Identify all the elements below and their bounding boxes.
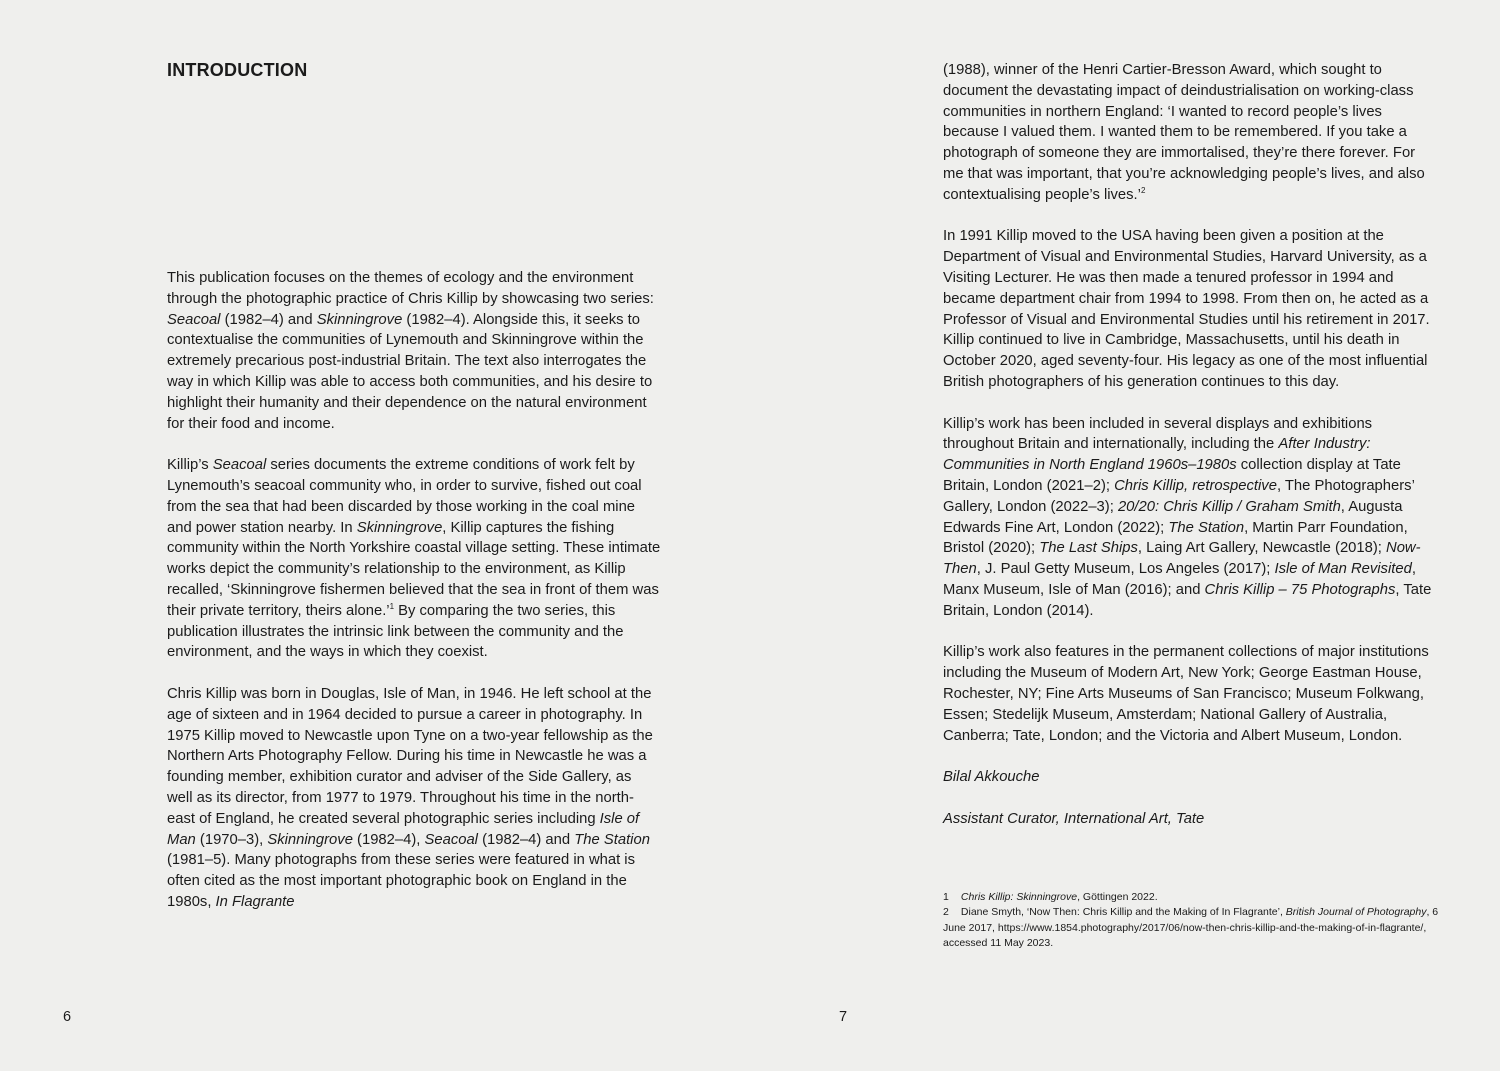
page-number: 7 (839, 1009, 848, 1025)
paragraph: Killip’s work also features in the permanent collections of major institutions including the Museum of Modern Art, New York; George Eastman House, Rochester, NY; Fine Arts Museums of San Francisco; Museum Folkwang, Essen; Stedelijk Museum, Amsterdam; National Gallery of Australia, Canberra; Tate, London; and the Victoria and Albert Museum, London. (943, 644, 1429, 744)
right-body-text (943, 60, 1439, 850)
footnote-ref: 1 (389, 601, 395, 611)
paragraph: Chris Killip was born in Douglas, Isle of Man, in 1946. He left school at the age of sixteen and in 1964 decided to pursue a career in photography. In 1975 Killip moved to Newcastle upon Tyne on a two-year fellowship as the Northern Arts Photography Fellow. During his time in Newcastle he was a founding member, exhibition curator and adviser of the Side Gallery, as well as its director, from 1977 to 1979. Throughout his time in the north-east of England, he created several photographic series including Isle of Man (1970–3), Skinningrove (1982–4), Seacoal (1982–4) and The Station (1981–5). Many photographs from these series were featured in what is often cited as the most important photographic book on England in the 1980s, In Flagrante (167, 685, 653, 910)
paragraph: (1988), winner of the Henri Cartier-Bresson Award, which sought to document the devastating impact of deindustrialisation on working-class communities in northern England: ‘I wanted to record people’s lives because I valued them. I wanted them to be remembered. If you take a photograph of someone they are immortalised, they’re there forever. For me that was important, that you’re acknowledging people’s lives, and also contextualising people’s lives.’$^2$ (943, 62, 1425, 203)
paragraph: In 1991 Killip moved to the USA having been given a position at the Department of Visual and Environmental Studies, Harvard University, as a Visiting Lecturer. He was then made a tenured professor in 1994 and became department chair from 1994 to 1998. From then on, he acted as a Professor of Visual and Environmental Studies until his retirement in 2017. Killip continued to live in Cambridge, Massachusetts, until his death in October 2020, aged seventy-four. His legacy as one of the most influential British photographers of his generation continues to this day. (943, 228, 1430, 390)
left-body-text (167, 268, 661, 934)
paragraph: This publication focuses on the themes of ecology and the environment through the photographic practice of Chris Killip by showcasing two series: Seacoal (1982–4) and Skinningrove (1982–4). Alongside this, it seeks to contextualise the communities of Lynemouth and Skinningrove within the extremely precarious post-industrial Britain. The text also interrogates the way in which Killip was able to access both communities, and his desire to highlight their humanity and their dependence on the natural environment for their food and income. (167, 270, 654, 432)
page-number: 6 (63, 1009, 72, 1025)
footnote: 2 Diane Smyth, ‘Now Then: Chris Killip and the Making of In Flagrante’, British Journal of Photography, 6 June 2017, https://www.1854.photography/2017/06/now-then-chris-killip-and-the-making-of-in-flagrante/, accessed 11 May 2023. (943, 906, 1439, 950)
author-name: Bilal Akkouche (943, 769, 1040, 786)
author-title: Assistant Curator, International Art, Tate (943, 810, 1205, 827)
right-page (750, 0, 1500, 1071)
paragraph: Killip’s work has been included in several displays and exhibitions throughout Britain and internationally, including the After Industry: Communities in North England 1960s–1980s collection display at Tate Britain, London (2021–2); Chris Killip, retrospective, The Photographers’ Gallery, London (2022–3); 20/20: Chris Killip / Graham Smith, Augusta Edwards Fine Art, London (2022); The Station, Martin Parr Foundation, Bristol (2020); The Last Ships, Laing Art Gallery, Newcastle (2018); Now-Then, J. Paul Getty Museum, Los Angeles (2017); Isle of Man Revisited, Manx Museum, Isle of Man (2016); and Chris Killip – 75 Photographs, Tate Britain, London (2014). (943, 415, 1432, 619)
paragraph: Killip’s Seacoal series documents the extreme conditions of work felt by Lynemouth’s seacoal community who, in order to survive, fished out coal from the sea that had been discarded by those working in the coal mine and power station nearby. In Skinningrove, Killip captures the fishing community within the North Yorkshire coastal village setting. These intimate works depict the community’s relationship to the environment, as Killip recalled, ‘Skinningrove fishermen believed that the sea in front of them was their private territory, theirs alone.’$^1$ By comparing the two series, this publication illustrates the intrinsic link between the community and the environment, and the ways in which they coexist. (167, 457, 661, 661)
page-title: INTRODUCTION (167, 60, 308, 80)
footnote: 1 Chris Killip: Skinningrove, Göttingen 2022. (943, 891, 1158, 903)
footnote-ref: 2 (1140, 185, 1146, 195)
footnotes (943, 890, 1443, 952)
